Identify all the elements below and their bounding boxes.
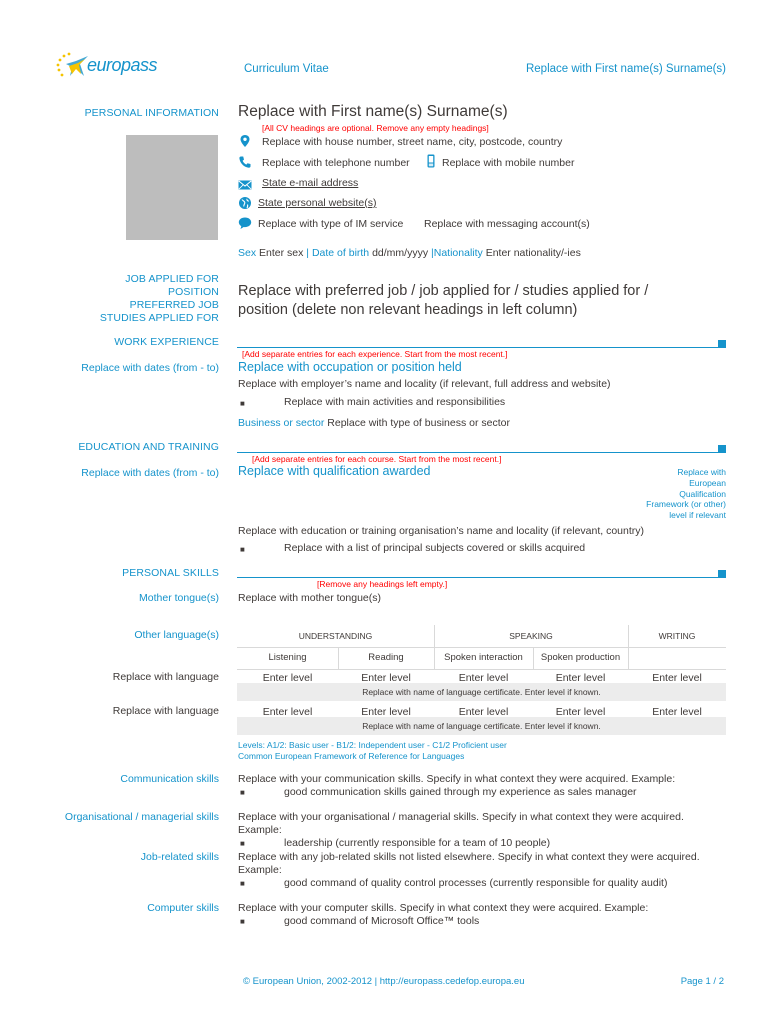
work-experience-heading: WORK EXPERIENCE xyxy=(114,336,219,348)
bullet: ■ xyxy=(240,545,245,554)
work-dates: Replace with dates (from - to) xyxy=(81,362,219,374)
bullet: ■ xyxy=(240,399,245,408)
optional-headings-note: [All CV headings are optional. Remove any empty headings] xyxy=(262,123,489,133)
cv-title: Curriculum Vitae xyxy=(244,63,329,75)
job-applied-line-2: position (delete non relevant headings in left column) xyxy=(238,302,578,318)
level-cell: Enter level xyxy=(458,672,509,684)
speaking-header: SPEAKING xyxy=(509,631,553,641)
section-marker xyxy=(718,340,726,348)
mobile: Replace with mobile number xyxy=(442,157,575,169)
level-cell: Enter level xyxy=(555,672,606,684)
level-cell: Enter level xyxy=(652,672,702,684)
nationality-value: Enter nationality/-ies xyxy=(485,247,581,259)
level-cell: Enter level xyxy=(262,672,313,684)
organisation: Replace with education or training organisation’s name and locality (if relevant, country) xyxy=(238,525,645,537)
job-related-example: good command of quality control processes (currently responsible for quality audit) xyxy=(284,877,668,889)
job-label-1: JOB APPLIED FOR xyxy=(125,273,219,285)
education-heading: EDUCATION AND TRAINING xyxy=(78,441,219,453)
footer-page-number: Page 1 / 2 xyxy=(680,976,724,987)
occupation: Replace with occupation or position held xyxy=(238,360,462,374)
europass-logo xyxy=(54,50,164,84)
level-cell: Enter level xyxy=(361,706,411,718)
header-name: Replace with First name(s) Surname(s) xyxy=(525,63,726,75)
subjects: Replace with a list of principal subjects covered or skills acquired xyxy=(284,542,586,554)
job-applied-text xyxy=(238,282,648,320)
job-label-3: PREFERRED JOB xyxy=(129,299,219,311)
email-link[interactable]: State e-mail address xyxy=(262,177,359,189)
communication-text: Replace with your communication skills. Specify in what context they were acquired. Example: xyxy=(238,773,676,785)
sex-value: Enter sex xyxy=(259,247,304,259)
level-cell: Enter level xyxy=(555,706,606,718)
business-sector-value: Replace with type of business or sector xyxy=(327,417,510,429)
activities: Replace with main activities and responsibilities xyxy=(284,396,506,408)
skills-note: [Remove any headings left empty.] xyxy=(317,579,448,589)
website-link[interactable]: State personal website(s) xyxy=(258,197,377,209)
level-cell: Enter level xyxy=(262,706,313,718)
separator: | xyxy=(306,247,310,259)
employer: Replace with employer’s name and locality (if relevant, full address and website) xyxy=(238,378,611,390)
eqf-line: Replace with xyxy=(677,467,726,477)
computer-text: Replace with your computer skills. Specify in what context they were acquired. Example: xyxy=(238,902,649,914)
dob-label: Date of birth xyxy=(311,247,370,259)
spoken-production-header: Spoken production xyxy=(540,652,621,663)
organisational-text-2: Example: xyxy=(238,824,282,836)
spoken-interaction-header: Spoken interaction xyxy=(444,652,523,663)
bullet: ■ xyxy=(240,788,245,797)
education-note: [Add separate entries for each course. Start from the most recent.] xyxy=(252,454,502,464)
language-grid xyxy=(237,625,726,738)
job-applied-labels xyxy=(100,273,219,325)
bullet: ■ xyxy=(240,839,245,848)
mobile-phone-icon xyxy=(425,154,437,168)
language-name-2: Replace with language xyxy=(112,705,219,717)
job-label-4: STUDIES APPLIED FOR xyxy=(99,312,219,324)
job-related-label: Job-related skills xyxy=(140,851,219,863)
computer-example: good command of Microsoft Office™ tools xyxy=(284,915,480,927)
level-cell: Enter level xyxy=(652,706,702,718)
personal-skills-heading: PERSONAL SKILLS xyxy=(122,567,219,579)
location-pin-icon xyxy=(238,134,252,148)
work-note: [Add separate entries for each experience. Start from the most recent.] xyxy=(242,349,508,359)
reading-header: Reading xyxy=(368,652,404,663)
education-dates: Replace with dates (from - to) xyxy=(81,467,219,479)
personal-info-heading: PERSONAL INFORMATION xyxy=(84,107,219,119)
telephone-icon xyxy=(238,155,252,169)
level-cell: Enter level xyxy=(361,672,411,684)
full-name: Replace with First name(s) Surname(s) xyxy=(238,103,508,120)
grid-line xyxy=(237,647,726,648)
email-envelope-icon xyxy=(238,178,252,192)
listening-header: Listening xyxy=(268,652,307,663)
understanding-header: UNDERSTANDING xyxy=(298,631,373,641)
business-sector-label: Business or sector xyxy=(238,417,325,429)
mother-tongue-value: Replace with mother tongue(s) xyxy=(238,592,381,604)
eqf-line: Framework (or other) xyxy=(646,499,726,510)
grid-line xyxy=(237,669,726,670)
eqf-line: Qualification xyxy=(679,488,726,499)
eqf-line: level if relevant xyxy=(669,510,726,521)
levels-note-line-2: Common European Framework of Reference for Languages xyxy=(238,750,465,761)
level-cell: Enter level xyxy=(458,706,509,718)
footer-copyright: © European Union, 2002-2012 | http://europass.cedefop.europa.eu xyxy=(243,976,525,987)
language-certificate: Replace with name of language certificate. Enter level if known. xyxy=(362,721,601,731)
telephone: Replace with telephone number xyxy=(262,157,410,169)
job-label-2: POSITION xyxy=(168,286,219,298)
levels-note xyxy=(238,740,507,761)
personal-details-line xyxy=(238,247,581,260)
im-type: Replace with type of IM service xyxy=(258,218,404,230)
globe-icon xyxy=(238,196,252,210)
section-divider xyxy=(237,452,719,453)
address: Replace with house number, street name, city, postcode, country xyxy=(262,136,563,148)
section-divider xyxy=(237,347,719,348)
qualification: Replace with qualification awarded xyxy=(238,464,431,478)
mother-tongue-label: Mother tongue(s) xyxy=(139,592,219,604)
sex-label: Sex xyxy=(238,247,257,259)
job-applied-line-1: Replace with preferred job / job applied for / studies applied for / xyxy=(238,283,649,299)
separator: | xyxy=(431,247,434,259)
instant-messaging-icon xyxy=(238,216,252,230)
communication-label: Communication skills xyxy=(120,773,219,785)
language-certificate: Replace with name of language certificate. Enter level if known. xyxy=(362,687,601,697)
language-name-1: Replace with language xyxy=(112,671,219,683)
job-related-text-2: Example: xyxy=(238,864,282,876)
bullet: ■ xyxy=(240,879,245,888)
eqf-line: European xyxy=(689,477,726,488)
writing-header: WRITING xyxy=(658,631,696,641)
logo-text: europass xyxy=(87,55,158,75)
im-account: Replace with messaging account(s) xyxy=(424,218,590,230)
dob-value: dd/mm/yyyy xyxy=(372,247,429,259)
business-sector-line xyxy=(238,417,510,430)
bullet: ■ xyxy=(240,917,245,926)
communication-example: good communication skills gained through my experience as sales manager xyxy=(284,786,637,798)
organisational-text: Replace with your organisational / managerial skills. Specify in what context they were acquired. xyxy=(238,811,684,823)
job-related-text: Replace with any job-related skills not listed elsewhere. Specify in what context they were acquired. xyxy=(238,851,700,863)
photo-placeholder xyxy=(126,135,218,240)
computer-label: Computer skills xyxy=(147,902,219,914)
section-divider xyxy=(237,577,719,578)
levels-note-line-1: Levels: A1/2: Basic user - B1/2: Independent user - C1/2 Proficient user xyxy=(238,740,507,750)
section-marker xyxy=(718,445,726,453)
organisational-label: Organisational / managerial skills xyxy=(64,811,219,823)
organisational-example: leadership (currently responsible for a team of 10 people) xyxy=(284,837,551,849)
nationality-label: Nationality xyxy=(433,247,483,259)
eqf-level xyxy=(646,467,726,521)
section-marker xyxy=(718,570,726,578)
other-languages-label: Other language(s) xyxy=(134,629,219,641)
